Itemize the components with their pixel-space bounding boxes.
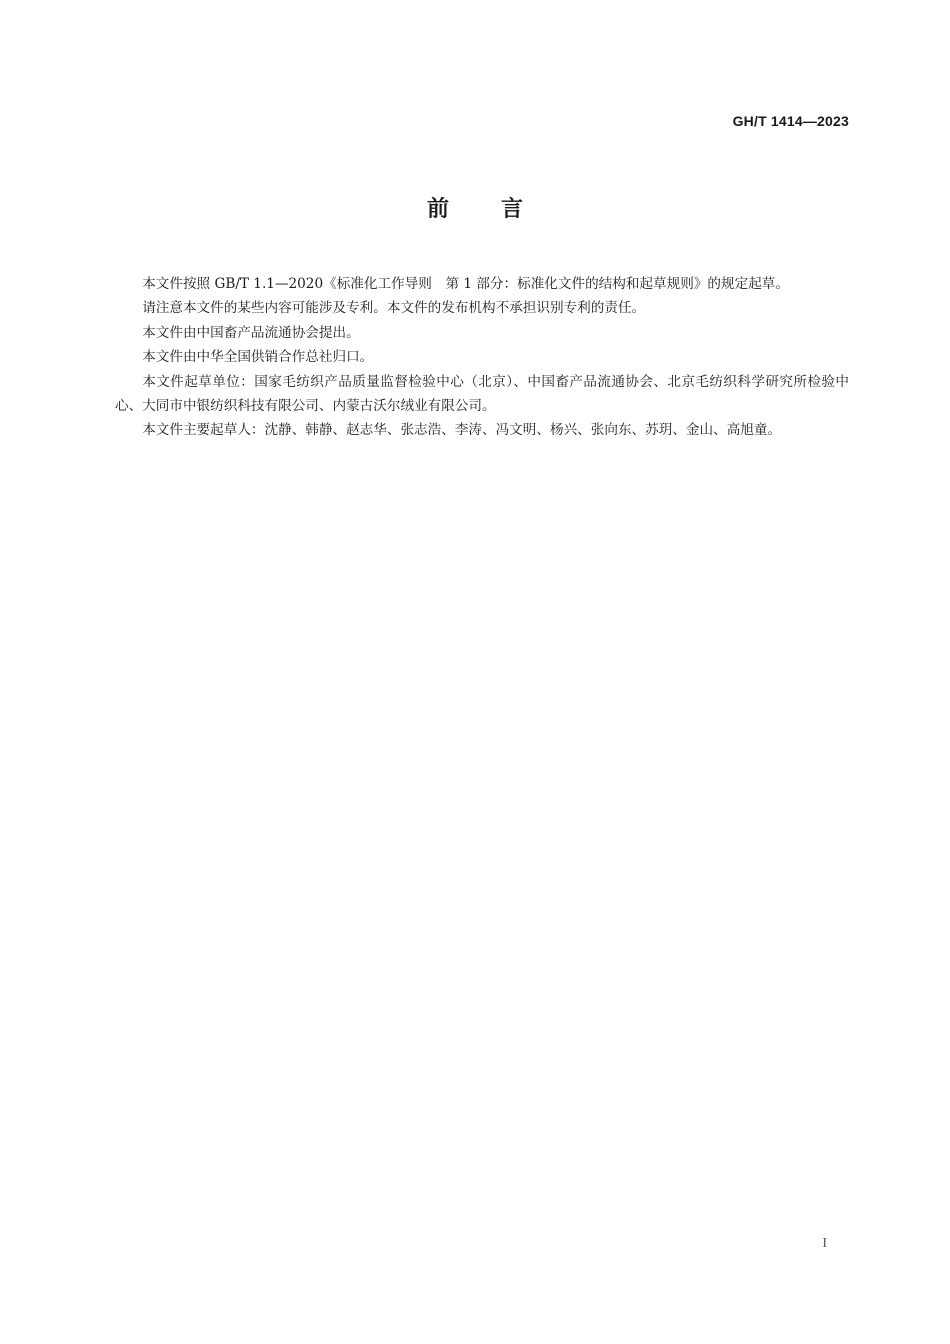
paragraph-drafting-units: 本文件起草单位：国家毛纺织产品质量监督检验中心（北京）、中国畜产品流通协会、北京毛纺织科学研究所检验中心、大同市中银纺织科技有限公司、内蒙古沃尔绒业有限公司。 [115, 373, 849, 415]
foreword-body [115, 272, 849, 443]
paragraph-proposed-by: 本文件由中国畜产品流通协会提出。 [142, 324, 360, 341]
paragraph-patent-notice: 请注意本文件的某些内容可能涉及专利。本文件的发布机构不承担识别专利的责任。 [142, 300, 646, 317]
standard-code: GH/T 1414—2023 [732, 113, 849, 129]
page-number: I [822, 1236, 827, 1251]
paragraph-centralized-by: 本文件由中华全国供销合作总社归口。 [142, 349, 374, 366]
page-title: 前言 [426, 197, 575, 222]
paragraph-drafting-rules: 本文件按照 GB/T 1.1—2020《标准化工作导则 第 1 部分：标准化文件的结构和起草规则》的规定起草。 [142, 276, 789, 292]
paragraph-main-drafters: 本文件主要起草人：沈静、韩静、赵志华、张志浩、李涛、冯文明、杨兴、张向东、苏玥、金山、高旭童。 [142, 422, 782, 439]
